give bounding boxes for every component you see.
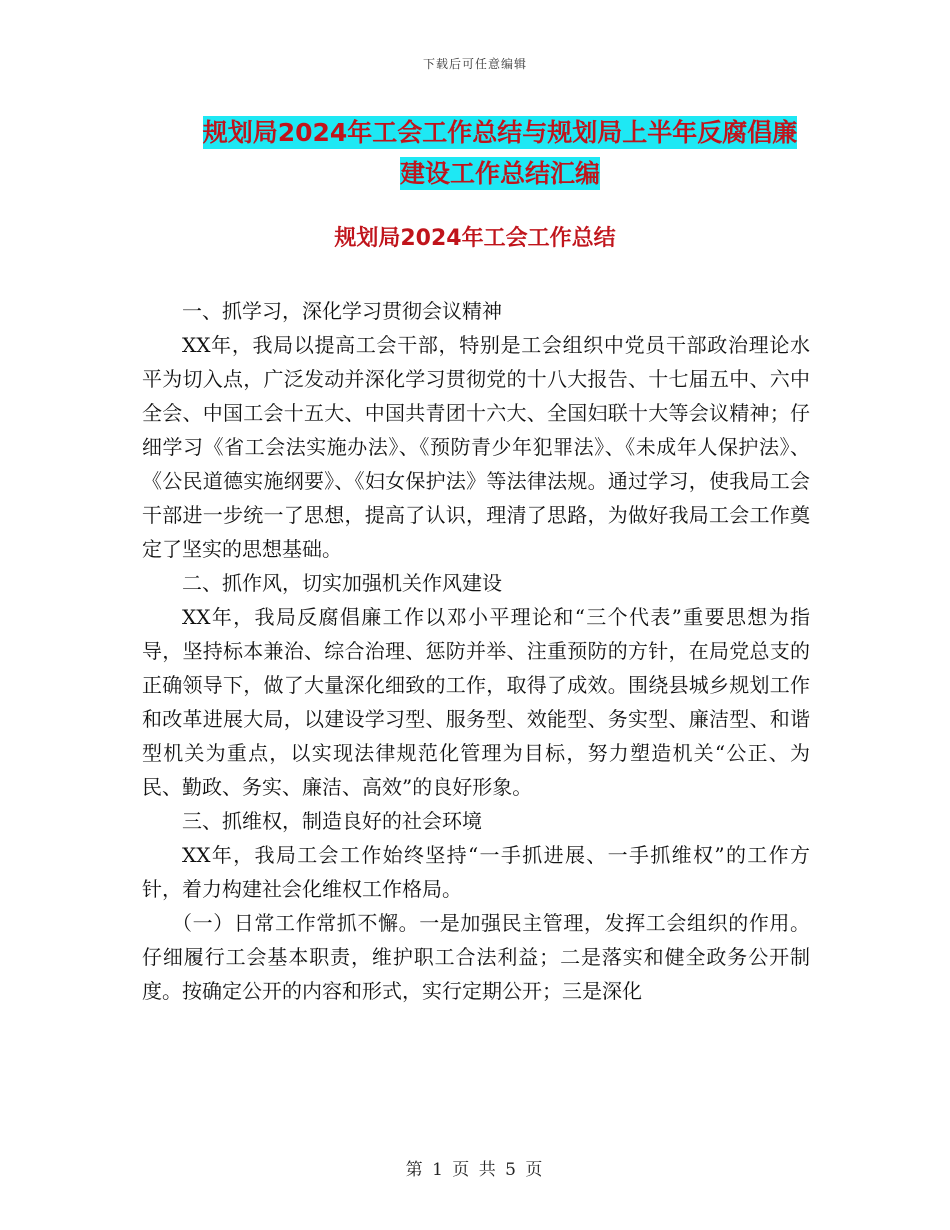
page-header-note: 下载后可任意编辑 bbox=[422, 57, 527, 71]
document-title-line-1: 规划局2024年工会工作总结与规划局上半年反腐倡廉 bbox=[202, 118, 798, 147]
paragraph-conduct: XX年，我局反腐倡廉工作以邓小平理论和“三个代表”重要思想为指导，坚持标本兼治、综合治理、惩防并举、注重预防的方针，在局党总支的正确领导下，做了大量深化细致的工作，取得了成效。围绕县城乡规划工作和改革进展大局，以建设学习型、服务型、效能型、务实型、廉洁型、和谐型机关为重点，以实现法律规范化管理为目标，努力塑造机关“公正、为民、勤政、务实、廉洁、高效”的良好形象。 bbox=[142, 605, 810, 799]
document-body bbox=[142, 294, 810, 1008]
paragraph-study: XX年，我局以提高工会干部，特别是工会组织中党员干部政治理论水平为切入点，广泛发动并深化学习贯彻党的十八大报告、十七届五中、六中全会、中国工会十五大、中国共青团十六大、全国妇联十大等会议精神；仔细学习《省工会法实施办法》、《预防青少年犯罪法》、《未成年人保护法》、《公民道德实施纲要》、《妇女保护法》等法律法规。通过学习，使我局工会干部进一步统一了思想，提高了认识，理清了思路，为做好我局工会工作奠定了坚实的思想基础。 bbox=[142, 333, 810, 561]
heading-rights: 三、抓维权，制造良好的社会环境 bbox=[182, 809, 482, 833]
document-title bbox=[120, 112, 880, 194]
page-number-footer: 第 1 页 共 5 页 bbox=[405, 1160, 545, 1180]
paragraph-rights: XX年，我局工会工作始终坚持“一手抓进展、一手抓维权”的工作方针，着力构建社会化维权工作格局。 bbox=[142, 843, 810, 901]
section-title: 规划局2024年工会工作总结 bbox=[334, 226, 616, 251]
document-title-line-2: 建设工作总结汇编 bbox=[399, 159, 600, 188]
heading-study: 一、抓学习，深化学习贯彻会议精神 bbox=[182, 299, 502, 323]
heading-conduct: 二、抓作风，切实加强机关作风建设 bbox=[182, 571, 502, 595]
paragraph-daily-work: （一）日常工作常抓不懈。一是加强民主管理，发挥工会组织的作用。仔细履行工会基本职责，维护职工合法利益；二是落实和健全政务公开制度。按确定公开的内容和形式，实行定期公开；三是深化 bbox=[142, 911, 810, 1003]
